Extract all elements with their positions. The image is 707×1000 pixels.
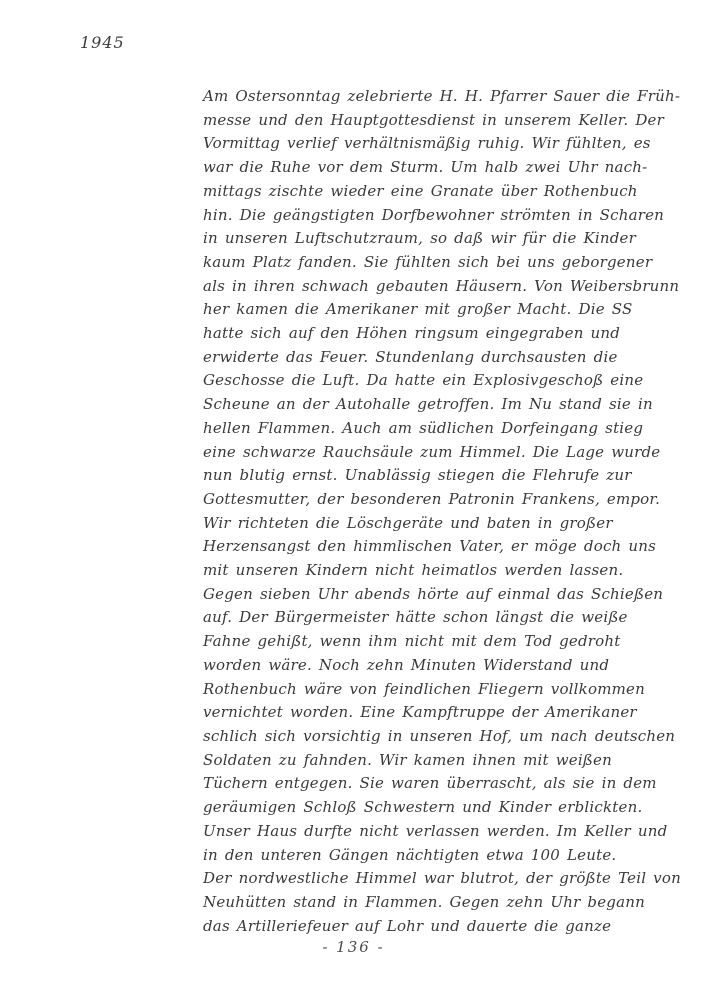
text-line: hatte sich auf den Höhen ringsum eingegraben und bbox=[203, 324, 621, 343]
text-line: Scheune an der Autohalle getroffen. Im Nu stand sie in bbox=[203, 395, 653, 414]
text-line: erwiderte das Feuer. Stundenlang durchsausten die bbox=[203, 347, 618, 366]
text-line: mittags zischte wieder eine Granate über Rothenbuch bbox=[203, 181, 638, 200]
text-line: kaum Platz fanden. Sie fühlten sich bei uns geborgener bbox=[203, 252, 653, 271]
text-line: Herzensangst den himmlischen Vater, er möge doch uns bbox=[203, 537, 656, 556]
body-text bbox=[203, 85, 681, 938]
text-line: Rothenbuch wäre von feindlichen Fliegern vollkommen bbox=[203, 679, 645, 698]
text-line: Vormittag verlief verhältnismäßig ruhig. Wir fühlten, es bbox=[203, 134, 651, 153]
text-line: eine schwarze Rauchsäule zum Himmel. Die Lage wurde bbox=[203, 442, 661, 461]
text-line: als in ihren schwach gebauten Häusern. Von Weibersbrunn bbox=[203, 276, 680, 295]
text-line: hellen Flammen. Auch am südlichen Dorfeingang stieg bbox=[203, 418, 644, 437]
text-line: Gegen sieben Uhr abends hörte auf einmal das Schießen bbox=[203, 584, 664, 603]
text-line: worden wäre. Noch zehn Minuten Widerstand und bbox=[203, 655, 610, 674]
text-line: Geschosse die Luft. Da hatte ein Explosivgeschoß eine bbox=[203, 371, 644, 390]
text-line: her kamen die Amerikaner mit großer Macht. Die SS bbox=[203, 300, 633, 319]
text-line: geräumigen Schloß Schwestern und Kinder erblickten. bbox=[203, 798, 643, 817]
text-line: auf. Der Bürgermeister hätte schon längst die weiße bbox=[203, 608, 628, 627]
text-line: messe und den Hauptgottesdienst in unserem Keller. Der bbox=[203, 110, 664, 129]
text-line: Der nordwestliche Himmel war blutrot, der größte Teil von bbox=[203, 869, 681, 888]
year-heading: 1945 bbox=[80, 33, 125, 52]
text-line: hin. Die geängstigten Dorfbewohner strömten in Scharen bbox=[203, 205, 665, 224]
text-line: nun blutig ernst. Unablässig stiegen die Flehrufe zur bbox=[203, 466, 632, 485]
text-line: Unser Haus durfte nicht verlassen werden. Im Keller und bbox=[203, 821, 668, 840]
text-line: Am Ostersonntag zelebrierte H. H. Pfarrer Sauer die Früh- bbox=[203, 87, 681, 105]
text-line: mit unseren Kindern nicht heimatlos werden lassen. bbox=[203, 561, 624, 580]
text-line: in den unteren Gängen nächtigten etwa 100 Leute. bbox=[203, 845, 617, 864]
text-line: in unseren Luftschutzraum, so daß wir für die Kinder bbox=[203, 229, 636, 248]
text-line: Wir richteten die Löschgeräte und baten in großer bbox=[203, 513, 613, 532]
text-line: Soldaten zu fahnden. Wir kamen ihnen mit weißen bbox=[203, 750, 612, 769]
text-line: schlich sich vorsichtig in unseren Hof, um nach deutschen bbox=[203, 726, 676, 745]
text-line: war die Ruhe vor dem Sturm. Um halb zwei Uhr nach- bbox=[203, 158, 648, 177]
text-line: Tüchern entgegen. Sie waren überrascht, als sie in dem bbox=[203, 774, 657, 793]
text-line: Neuhütten stand in Flammen. Gegen zehn Uhr begann bbox=[203, 892, 645, 911]
text-line: Gottesmutter, der besonderen Patronin Frankens, empor. bbox=[203, 489, 661, 508]
text-line: Fahne gehißt, wenn ihm nicht mit dem Tod gedroht bbox=[203, 632, 621, 651]
text-line: das Artilleriefeuer auf Lohr und dauerte die ganze bbox=[203, 916, 612, 935]
text-line: vernichtet worden. Eine Kampftruppe der Amerikaner bbox=[203, 703, 637, 722]
page-number: - 136 - bbox=[322, 938, 385, 956]
